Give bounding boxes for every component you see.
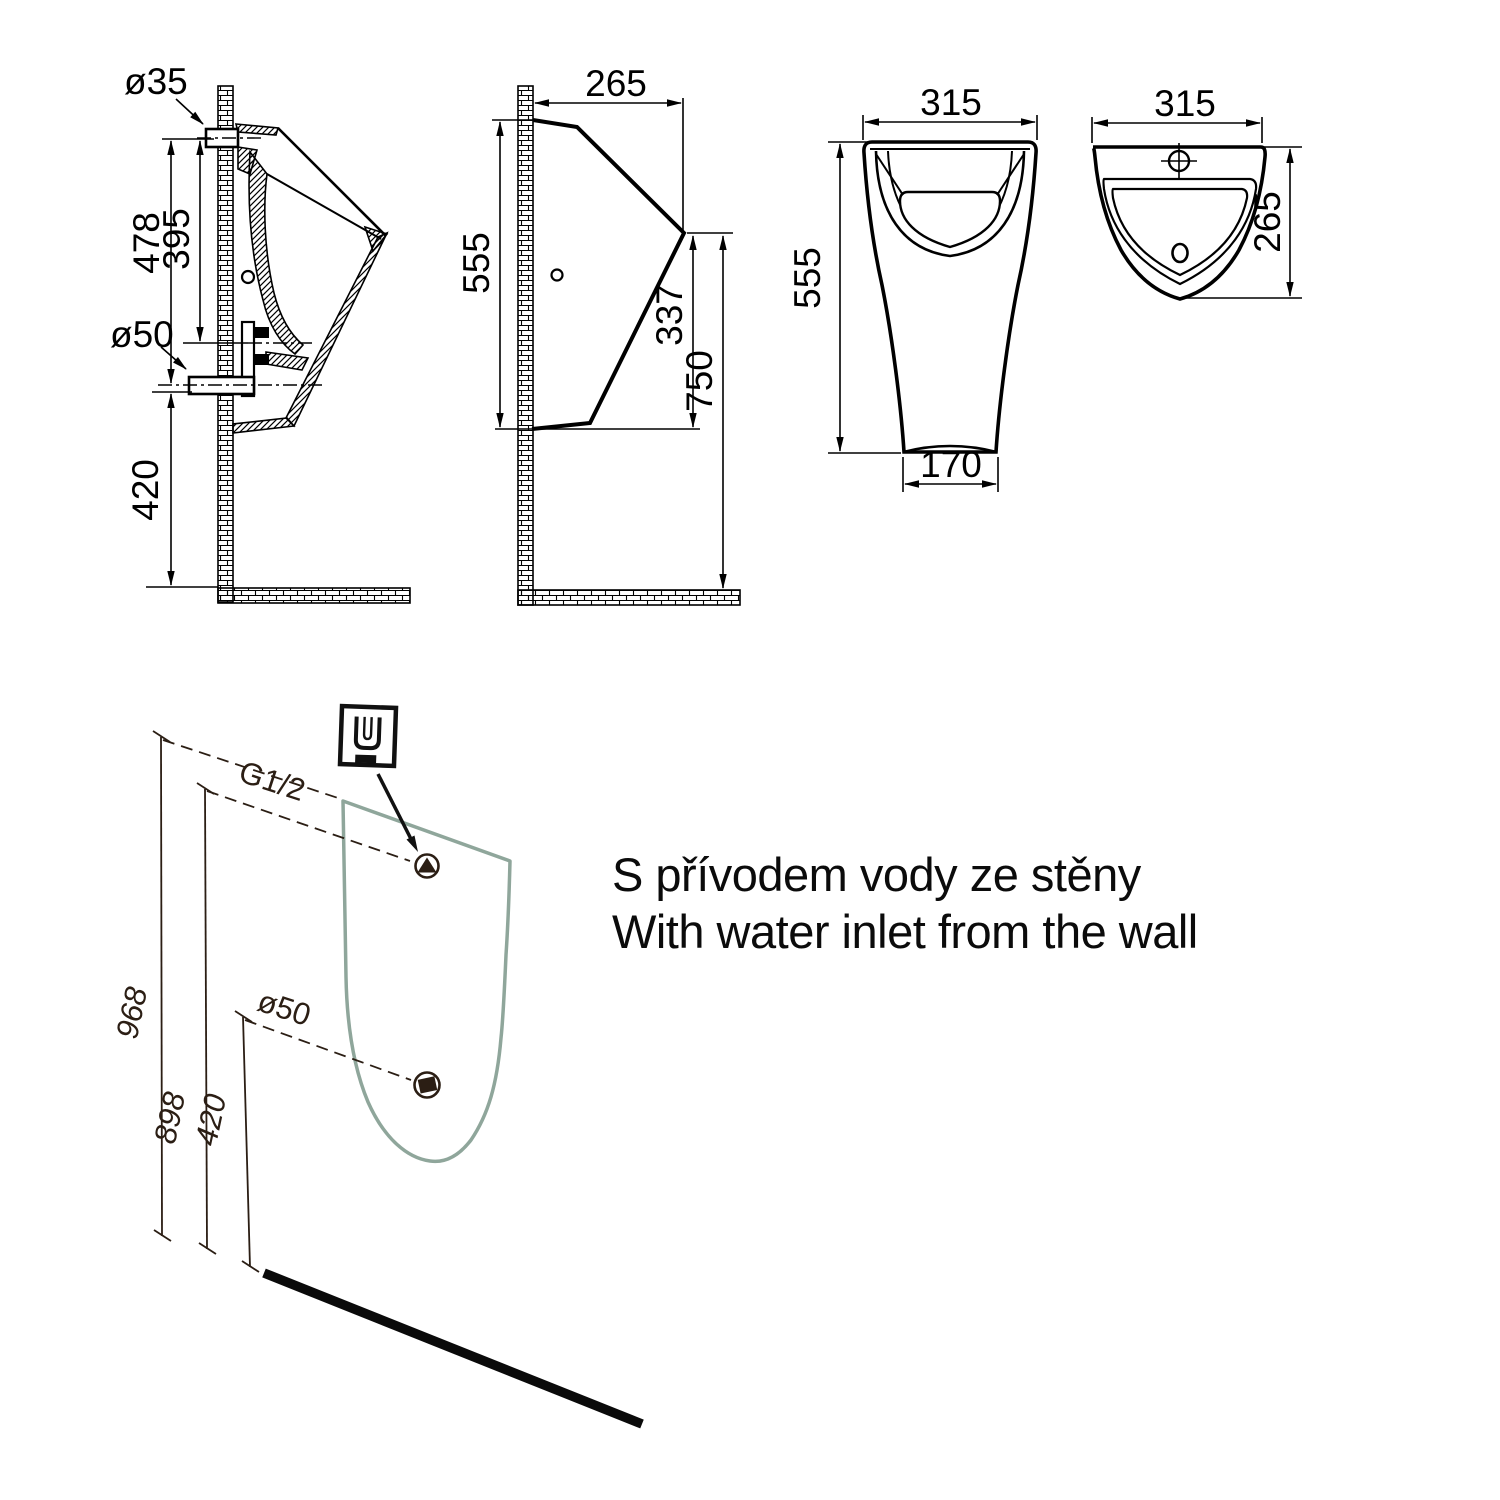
view-front [787,82,1037,492]
urinal-section-body [233,124,387,433]
wall-hatch-2 [518,86,533,605]
drain-nut-top [254,327,269,338]
label-inlet-diameter: ø35 [124,61,188,102]
label-555-front: 555 [787,247,828,309]
flush-unit-icon [340,706,396,766]
label-265: 265 [585,63,647,104]
floor-hatch [218,588,410,603]
wall-hatch [218,86,233,602]
front-body-outline [864,142,1036,452]
icon-arrow-line [378,774,411,839]
drain-nut-bottom [254,354,269,365]
label-265-top: 265 [1247,191,1288,253]
label-315-front: 315 [920,82,982,123]
view-side-section [110,61,410,603]
label-outlet-diameter: ø50 [110,314,174,355]
icon-arrow-head [407,836,419,853]
floor-hatch-2 [518,590,740,605]
top-drain-hole [1173,244,1188,262]
inner-slant-line [267,174,381,239]
caption-czech: S přívodem vody ze stěny [612,848,1141,901]
label-337: 337 [649,284,690,346]
label-898: 898 [147,1088,193,1147]
view-installation [109,706,642,1424]
caption [612,846,1198,960]
floor-reference-line [264,1273,642,1424]
label-170: 170 [920,444,982,485]
mounting-hole-2 [552,270,563,281]
label-drain-diameter: ø50 [253,983,316,1033]
label-968: 968 [109,983,155,1042]
label-395: 395 [156,208,197,270]
label-420: 420 [125,459,166,521]
label-315-top: 315 [1154,83,1216,124]
outer-slant-line [278,128,386,236]
mounting-hole [242,271,254,283]
label-555-profile: 555 [456,232,497,294]
view-top [1092,83,1302,299]
label-420-install: 420 [188,1090,234,1149]
label-750: 750 [679,350,720,412]
view-side-profile [456,63,740,605]
caption-english: With water inlet from the wall [612,905,1198,958]
label-inlet-thread: G1/2 [234,753,310,809]
label-478: 478 [126,212,167,274]
